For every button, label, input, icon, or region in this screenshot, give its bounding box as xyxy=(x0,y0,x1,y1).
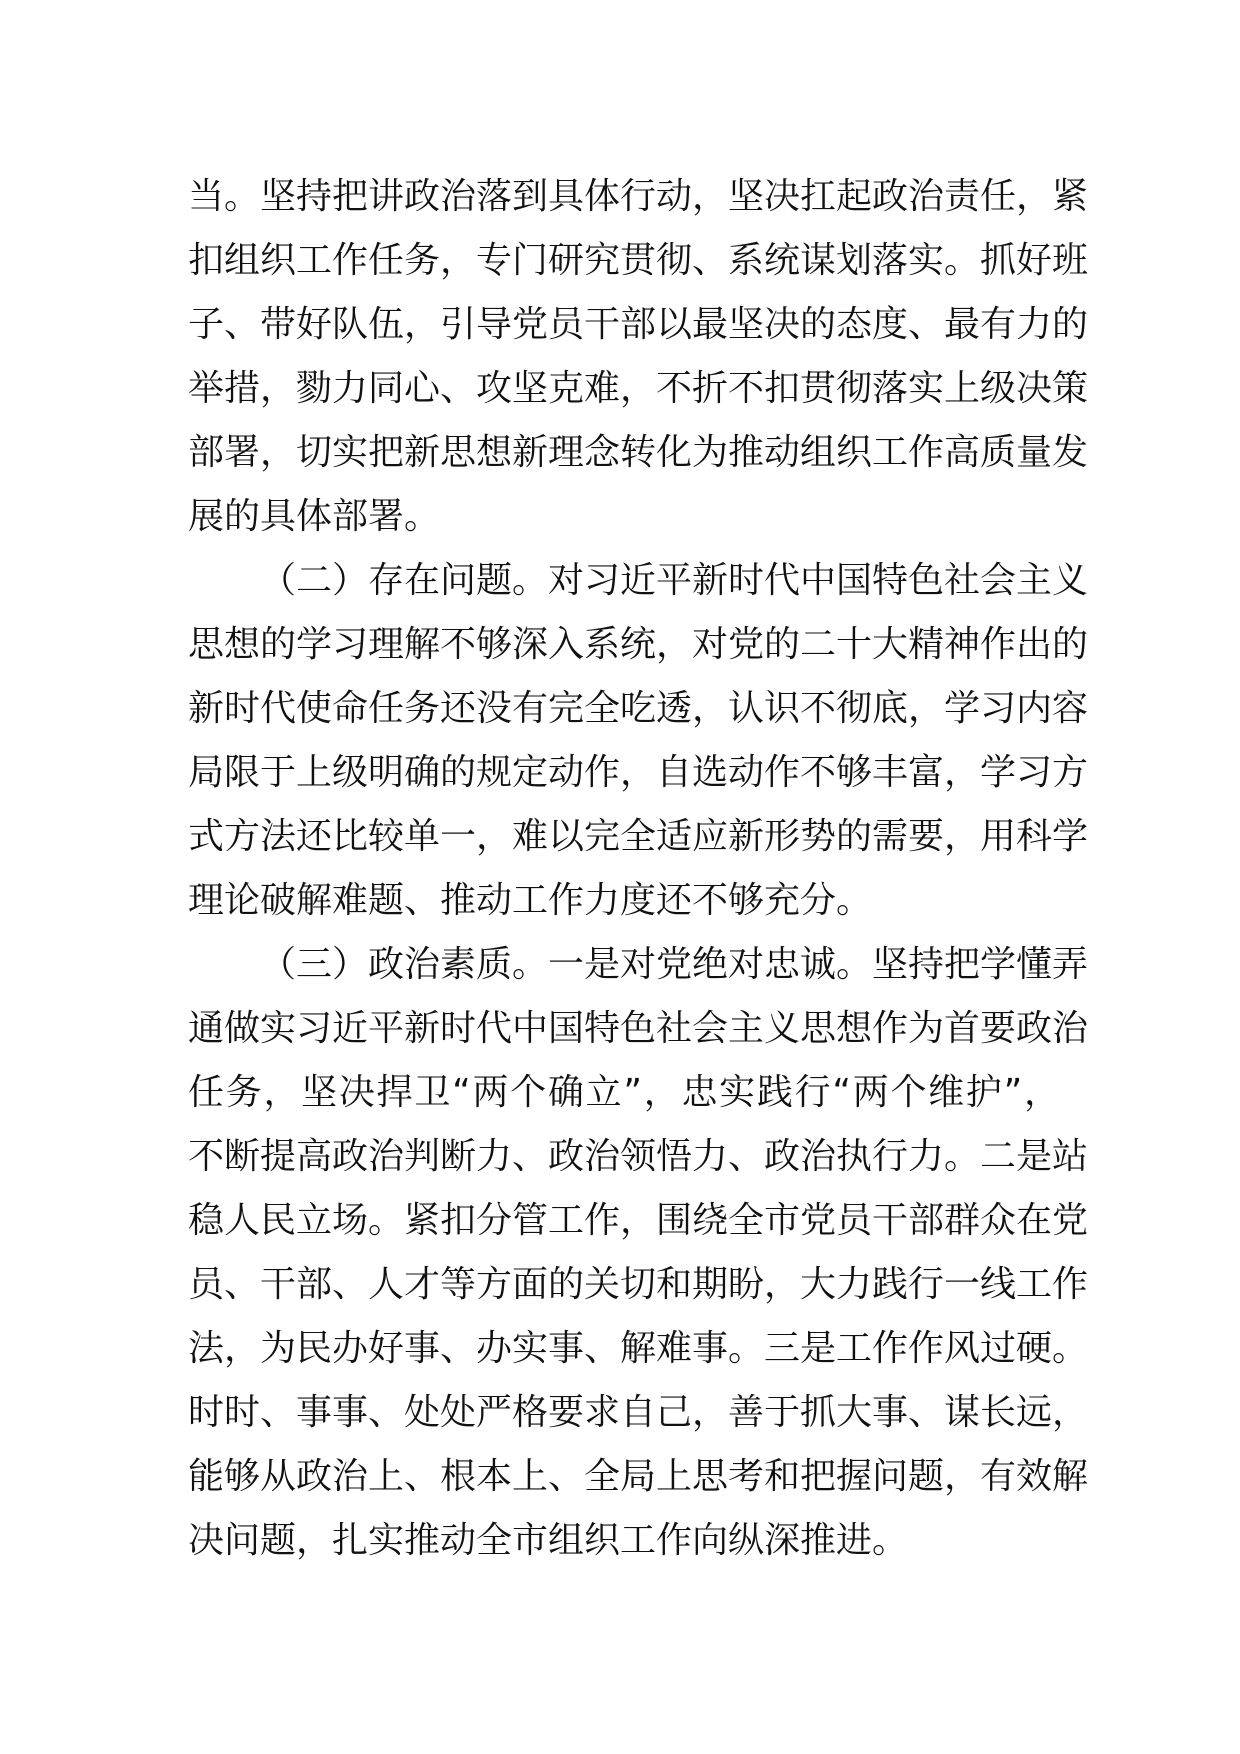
paragraph-1-line-3: 子、带好队伍，引导党员干部以最坚决的态度、最有力的 xyxy=(188,304,1089,345)
paragraph-3-line-3: 任务，坚决捍卫“两个确立”，忠实践行“两个维护”， xyxy=(188,1072,1060,1113)
paragraph-1-line-1: 当。坚持把讲政治落到具体行动，坚决扛起政治责任，紧 xyxy=(188,176,1089,217)
paragraph-2-line-3: 新时代使命任务还没有完全吃透，认识不彻底，学习内容 xyxy=(188,688,1089,729)
paragraph-1-line-4: 举措，勠力同心、攻坚克难，不折不扣贯彻落实上级决策 xyxy=(188,368,1089,409)
paragraph-3-line-10: 决问题，扎实推动全市组织工作向纵深推进。 xyxy=(188,1520,909,1561)
paragraph-2-line-2: 思想的学习理解不够深入系统，对党的二十大精神作出的 xyxy=(188,624,1089,665)
paragraph-3-line-6: 员、干部、人才等方面的关切和期盼，大力践行一线工作 xyxy=(188,1264,1089,1305)
paragraph-3-line-5: 稳人民立场。紧扣分管工作，围绕全市党员干部群众在党 xyxy=(188,1200,1089,1241)
paragraph-1-line-2: 扣组织工作任务，专门研究贯彻、系统谋划落实。抓好班 xyxy=(188,240,1089,281)
paragraph-3-line-9: 能够从政治上、根本上、全局上思考和把握问题，有效解 xyxy=(188,1456,1089,1497)
paragraph-2-line-1: （二）存在问题。对习近平新时代中国特色社会主义 xyxy=(260,560,1089,601)
paragraph-3-line-8: 时时、事事、处处严格要求自己，善于抓大事、谋长远， xyxy=(188,1392,1089,1433)
body-text xyxy=(188,165,1089,1573)
paragraph-3-line-4: 不断提高政治判断力、政治领悟力、政治执行力。二是站 xyxy=(188,1136,1089,1177)
paragraph-3-line-7: 法，为民办好事、办实事、解难事。三是工作作风过硬。 xyxy=(188,1328,1089,1369)
paragraph-3-line-1: （三）政治素质。一是对党绝对忠诚。坚持把学懂弄 xyxy=(260,944,1089,985)
paragraph-3-line-2: 通做实习近平新时代中国特色社会主义思想作为首要政治 xyxy=(188,1008,1089,1049)
paragraph-2-line-6: 理论破解难题、推动工作力度还不够充分。 xyxy=(188,880,873,921)
paragraph-2-line-4: 局限于上级明确的规定动作，自选动作不够丰富，学习方 xyxy=(188,752,1089,793)
paragraph-1-line-6: 展的具体部署。 xyxy=(188,496,441,537)
paragraph-2-line-5: 式方法还比较单一，难以完全适应新形势的需要，用科学 xyxy=(188,816,1089,857)
paragraph-1-line-5: 部署，切实把新思想新理念转化为推动组织工作高质量发 xyxy=(188,432,1089,473)
